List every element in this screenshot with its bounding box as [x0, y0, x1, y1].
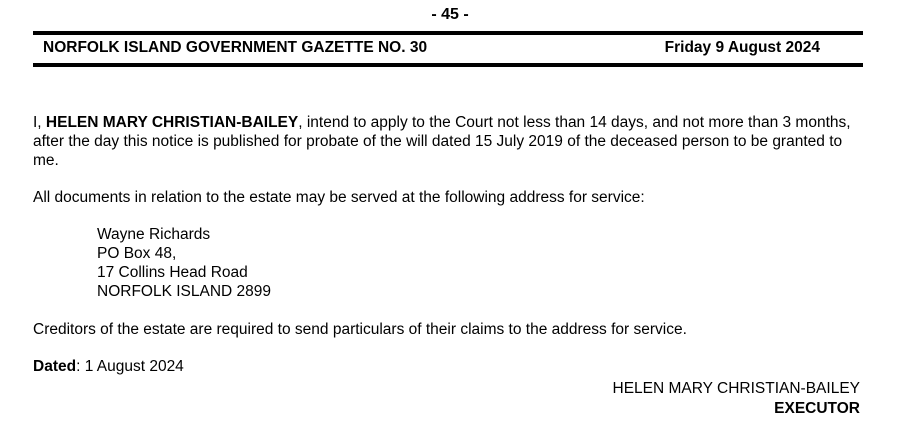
signature-block [613, 379, 861, 419]
documents-paragraph: All documents in relation to the estate may be served at the following address for service: [33, 189, 645, 206]
header-rule-bottom [33, 63, 863, 67]
header-rule-top [33, 31, 863, 35]
gazette-date: Friday 9 August 2024 [664, 39, 820, 56]
intro-paragraph [33, 113, 863, 170]
gazette-header [43, 39, 820, 57]
dated-label: Dated [33, 358, 77, 375]
probate-notice [33, 113, 863, 376]
signatory-role: EXECUTOR [774, 400, 860, 417]
address-line-name: Wayne Richards [97, 226, 211, 243]
intro-prefix: I, [33, 114, 46, 131]
page-number: - 45 - [431, 6, 469, 23]
signatory-name: HELEN MARY CHRISTIAN-BAILEY [612, 380, 860, 397]
creditors-paragraph: Creditors of the estate are required to send particulars of their claims to the address for service. [33, 321, 687, 338]
intro-rest: , intend to apply to the Court not less than 14 days, and not more than 3 months, after the day this notice is published for probate of the will dated 15 July 2019 of the deceased person to be granted to me. [33, 114, 851, 169]
dated-line [33, 357, 863, 376]
service-address [97, 225, 863, 301]
address-line-pobox: PO Box 48, [97, 245, 177, 262]
address-line-street: 17 Collins Head Road [97, 264, 248, 281]
gazette-title: NORFOLK ISLAND GOVERNMENT GAZETTE NO. 30 [43, 39, 428, 56]
dated-value: : 1 August 2024 [76, 358, 184, 375]
address-line-locality: NORFOLK ISLAND 2899 [97, 283, 272, 300]
applicant-name: HELEN MARY CHRISTIAN-BAILEY [45, 114, 299, 131]
